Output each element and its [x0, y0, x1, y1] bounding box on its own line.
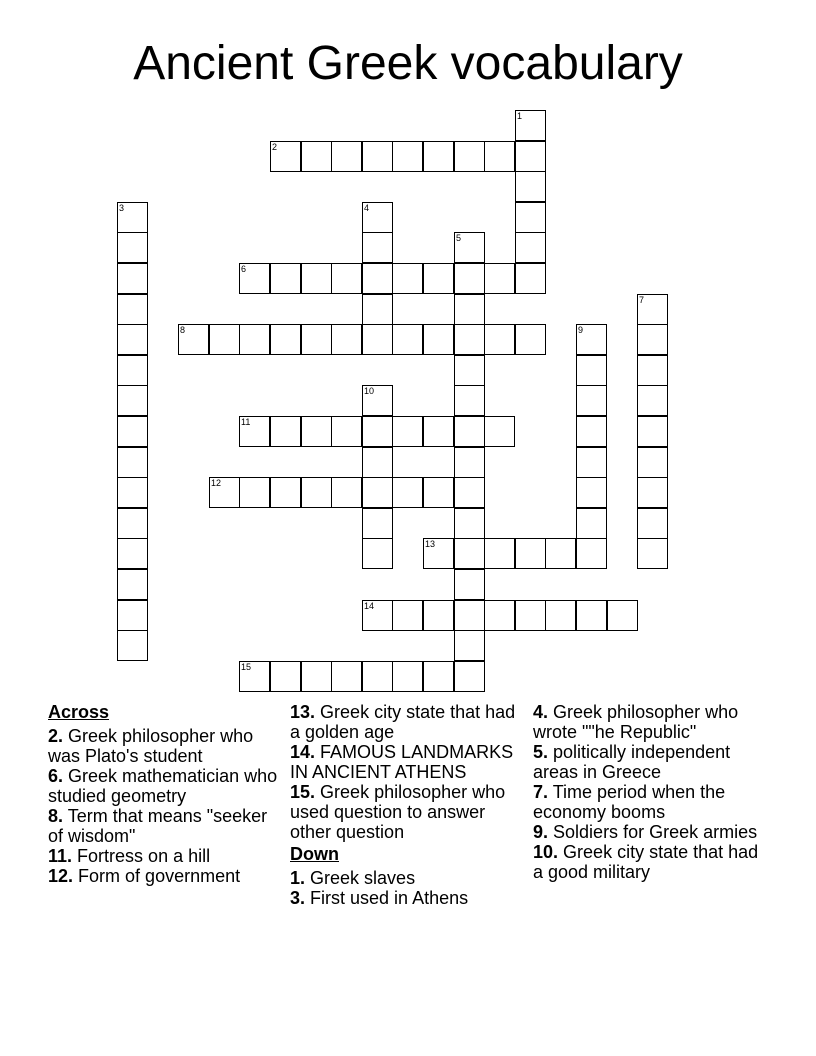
grid-cell[interactable] [423, 263, 454, 294]
clue-number: 1 [517, 111, 523, 121]
grid-cell[interactable] [239, 324, 270, 355]
grid-cell[interactable] [331, 263, 362, 294]
grid-cell[interactable] [576, 600, 607, 631]
grid-cell[interactable] [423, 661, 454, 692]
grid-cell[interactable] [362, 232, 393, 263]
grid-cell[interactable] [423, 538, 454, 569]
grid-cell[interactable] [392, 263, 423, 294]
grid-cell[interactable] [454, 324, 485, 355]
grid-cell[interactable] [362, 294, 393, 325]
grid-cell[interactable] [362, 324, 393, 355]
grid-cell[interactable] [484, 141, 515, 172]
clue-number: 5 [456, 233, 462, 243]
grid-cell[interactable] [484, 416, 515, 447]
grid-cell[interactable] [607, 600, 638, 631]
grid-cell[interactable] [484, 263, 515, 294]
grid-cell[interactable] [454, 355, 485, 386]
clue-across-14[interactable]: 14. FAMOUS LANDMARKS IN ANCIENT ATHENS [290, 742, 514, 782]
grid-cell[interactable] [331, 661, 362, 692]
grid-cell[interactable] [392, 477, 423, 508]
grid-cell[interactable] [392, 324, 423, 355]
grid-cell[interactable] [362, 477, 393, 508]
grid-cell[interactable] [545, 538, 576, 569]
clue-number: 3 [119, 203, 125, 213]
clue-down-1[interactable]: 1. Greek slaves [290, 868, 416, 888]
grid-cell[interactable] [392, 661, 423, 692]
grid-cell[interactable] [117, 569, 148, 600]
grid-cell[interactable] [637, 385, 668, 416]
grid-cell[interactable] [484, 324, 515, 355]
clue-down-5[interactable]: 5. politically independent areas in Greece [533, 742, 731, 782]
clue-number: 2 [272, 142, 278, 152]
grid-cell[interactable] [454, 569, 485, 600]
across-heading: Across [48, 702, 110, 722]
clue-across-8[interactable]: 8. Term that means "seeker of wisdom" [48, 806, 268, 846]
clue-number: 15 [241, 662, 252, 672]
clue-down-3[interactable]: 3. First used in Athens [290, 888, 469, 908]
clue-across-12[interactable]: 12. Form of government [48, 866, 241, 886]
grid-cell[interactable] [515, 171, 546, 202]
grid-cell[interactable] [117, 324, 148, 355]
grid-cell[interactable] [362, 141, 393, 172]
grid-cell[interactable] [484, 600, 515, 631]
grid-cell[interactable] [576, 324, 607, 355]
clue-across-15[interactable]: 15. Greek philosopher who used question to answer other question [290, 782, 506, 842]
grid-cell[interactable] [454, 661, 485, 692]
grid-cell[interactable] [515, 232, 546, 263]
clue-down-4[interactable]: 4. Greek philosopher who wrote ""he Republic" [533, 702, 739, 742]
grid-cell[interactable] [637, 416, 668, 447]
grid-cell[interactable] [239, 416, 270, 447]
grid-cell[interactable] [576, 508, 607, 539]
grid-cell[interactable] [270, 416, 301, 447]
clue-down-9[interactable]: 9. Soldiers for Greek armies [533, 822, 758, 842]
clue-down-10[interactable]: 10. Greek city state that had a good military [533, 842, 759, 882]
grid-cell[interactable] [637, 477, 668, 508]
grid-cell[interactable] [484, 538, 515, 569]
grid-cell[interactable] [454, 477, 485, 508]
clue-number: 6 [241, 264, 247, 274]
grid-cell[interactable] [362, 263, 393, 294]
grid-cell[interactable] [454, 416, 485, 447]
grid-cell[interactable] [454, 538, 485, 569]
grid-cell[interactable] [454, 263, 485, 294]
grid-cell[interactable] [270, 141, 301, 172]
grid-cell[interactable] [515, 538, 546, 569]
grid-cell[interactable] [301, 324, 332, 355]
grid-cell[interactable] [270, 661, 301, 692]
grid-cell[interactable] [117, 630, 148, 661]
grid-cell[interactable] [576, 385, 607, 416]
grid-cell[interactable] [117, 538, 148, 569]
clue-across-13[interactable]: 13. Greek city state that had a golden age [290, 702, 516, 742]
clues-column-1 [48, 702, 280, 886]
grid-cell[interactable] [239, 661, 270, 692]
grid-cell[interactable] [270, 263, 301, 294]
grid-cell[interactable] [331, 324, 362, 355]
grid-cell[interactable] [362, 385, 393, 416]
clue-number: 8 [180, 325, 186, 335]
clue-number: 11 [241, 417, 251, 427]
grid-cell[interactable] [576, 355, 607, 386]
grid-cell[interactable] [331, 416, 362, 447]
clue-across-6[interactable]: 6. Greek mathematician who studied geometry [48, 766, 278, 806]
grid-cell[interactable] [454, 385, 485, 416]
grid-cell[interactable] [209, 324, 240, 355]
grid-cell[interactable] [239, 263, 270, 294]
grid-cell[interactable] [392, 141, 423, 172]
puzzle-title: Ancient Greek vocabulary [133, 37, 683, 90]
grid-cell[interactable] [117, 508, 148, 539]
grid-cell[interactable] [454, 141, 485, 172]
grid-cell[interactable] [117, 294, 148, 325]
clue-number: 7 [639, 295, 645, 305]
grid-cell[interactable] [117, 355, 148, 386]
grid-cell[interactable] [423, 416, 454, 447]
clue-number: 12 [211, 478, 222, 488]
grid-cell[interactable] [117, 477, 148, 508]
grid-cell[interactable] [515, 600, 546, 631]
clue-number: 13 [425, 539, 436, 549]
grid-cell[interactable] [362, 202, 393, 233]
clue-across-11[interactable]: 11. Fortress on a hill [48, 846, 211, 866]
grid-cell[interactable] [576, 538, 607, 569]
grid-cell[interactable] [117, 600, 148, 631]
grid-cell[interactable] [362, 508, 393, 539]
grid-cell[interactable] [454, 294, 485, 325]
clue-number: 4 [364, 203, 370, 213]
grid-cell[interactable] [576, 447, 607, 478]
grid-cell[interactable] [423, 141, 454, 172]
grid-cell[interactable] [515, 110, 546, 141]
grid-cell[interactable] [637, 355, 668, 386]
grid-cell[interactable] [117, 202, 148, 233]
grid-cell[interactable] [301, 263, 332, 294]
grid-cell[interactable] [178, 324, 209, 355]
grid-cell[interactable] [117, 263, 148, 294]
grid-cell[interactable] [301, 477, 332, 508]
grid-cell[interactable] [392, 416, 423, 447]
grid-cell[interactable] [209, 477, 240, 508]
grid-cell[interactable] [576, 477, 607, 508]
grid-cell[interactable] [423, 600, 454, 631]
clues-column-2 [290, 702, 522, 908]
grid-cell[interactable] [301, 661, 332, 692]
grid-cell[interactable] [301, 416, 332, 447]
grid-cell[interactable] [301, 141, 332, 172]
grid-cell[interactable] [576, 416, 607, 447]
grid-cell[interactable] [239, 477, 270, 508]
down-heading: Down [290, 844, 339, 864]
grid-cell[interactable] [331, 477, 362, 508]
grid-cell[interactable] [362, 447, 393, 478]
grid-cell[interactable] [423, 477, 454, 508]
clue-number: 10 [364, 386, 375, 396]
grid-cell[interactable] [362, 538, 393, 569]
grid-cell[interactable] [637, 294, 668, 325]
grid-cell[interactable] [515, 324, 546, 355]
grid-cell[interactable] [392, 600, 423, 631]
grid-cell[interactable] [515, 202, 546, 233]
grid-cell[interactable] [637, 508, 668, 539]
grid-cell[interactable] [515, 263, 546, 294]
grid-cell[interactable] [270, 324, 301, 355]
grid-cell[interactable] [515, 141, 546, 172]
grid-cell[interactable] [454, 600, 485, 631]
grid-cell[interactable] [454, 447, 485, 478]
grid-cell[interactable] [117, 232, 148, 263]
clue-number: 14 [364, 601, 375, 611]
clue-across-2[interactable]: 2. Greek philosopher who was Plato's student [48, 726, 254, 766]
grid-cell[interactable] [637, 447, 668, 478]
grid-cell[interactable] [362, 661, 393, 692]
clue-down-7[interactable]: 7. Time period when the economy booms [533, 782, 726, 822]
clues-column-3 [533, 702, 765, 882]
grid-cell[interactable] [362, 416, 393, 447]
clue-number: 9 [578, 325, 584, 335]
grid-cell[interactable] [331, 141, 362, 172]
grid-cell[interactable] [454, 630, 485, 661]
grid-cell[interactable] [117, 385, 148, 416]
grid-cell[interactable] [117, 447, 148, 478]
grid-cell[interactable] [117, 416, 148, 447]
grid-cell[interactable] [423, 324, 454, 355]
grid-cell[interactable] [454, 508, 485, 539]
grid-cell[interactable] [454, 232, 485, 263]
grid-cell[interactable] [362, 600, 393, 631]
grid-cell[interactable] [270, 477, 301, 508]
grid-cell[interactable] [637, 538, 668, 569]
grid-cell[interactable] [637, 324, 668, 355]
grid-cell[interactable] [545, 600, 576, 631]
